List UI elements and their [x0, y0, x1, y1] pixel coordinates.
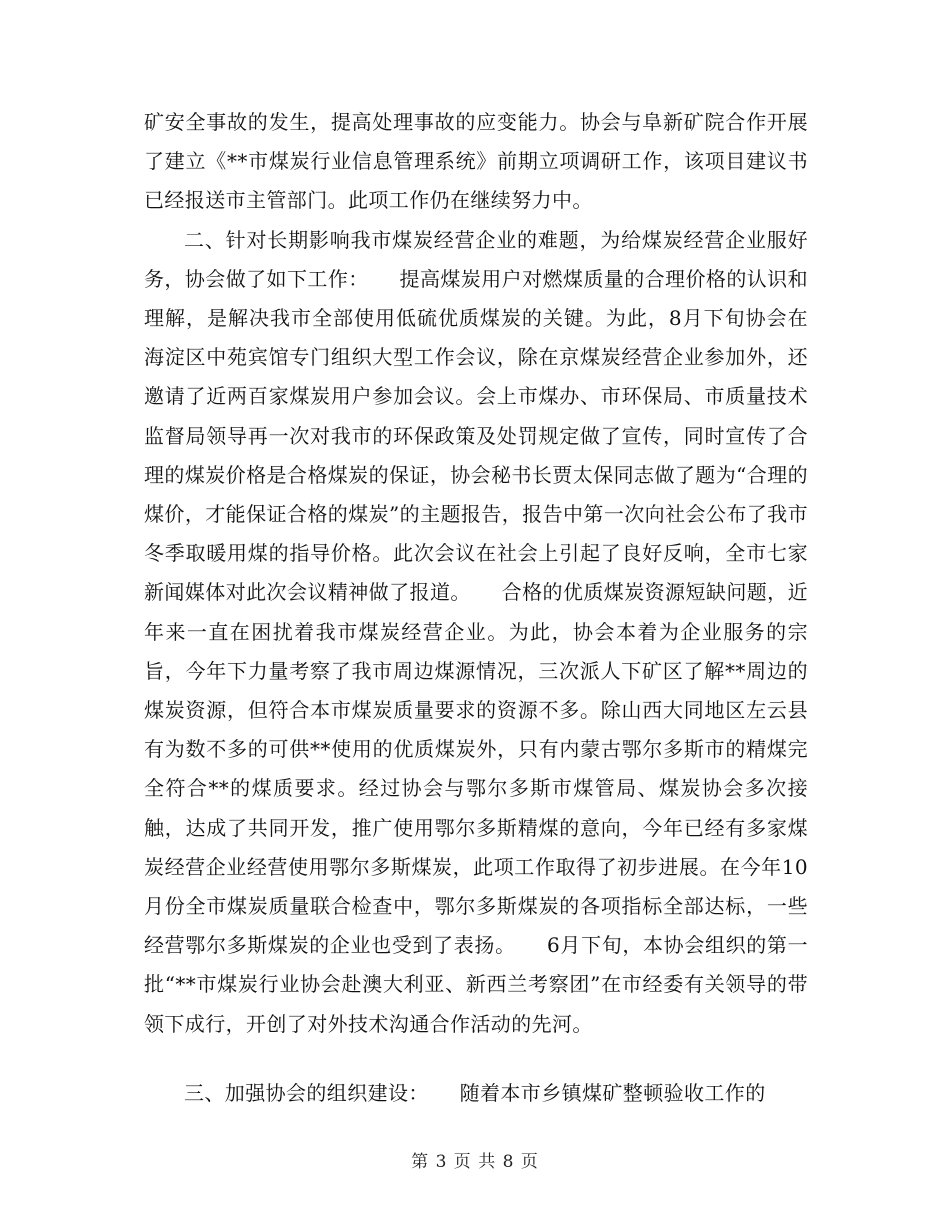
document-body [144, 103, 808, 1113]
page-number-footer: 第 3 页 共 8 页 [411, 1152, 539, 1172]
paragraph-section-three: 三、加强协会的组织建设： 随着本市乡镇煤矿整顿验收工作的 [184, 1080, 766, 1105]
paragraph-section-two: 二、针对长期影响我市煤炭经营企业的难题，为给煤炭经营企业服好务，协会做了如下工作： 提高煤炭用户对燃煤质量的合理价格的认识和理解，是解决我市全部使用低硫优质煤炭的关键。为此，8月下旬协会在海淀区中苑宾馆专门组织大型工作会议，除在京煤炭经营企业参加外，还邀请了近两百家煤炭用户参加会议。会上市煤办、市环保局、市质量技术监督局领导再一次对我市的环保政策及处罚规定做了宣传，同时宣传了合理的煤炭价格是合格煤炭的保证，协会秘书长贾太保同志做了题为“合理的煤价，才能保证合格的煤炭”的主题报告，报告中第一次向社会公布了我市冬季取暖用煤的指导价格。此次会议在社会上引起了良好反响，全市七家新闻媒体对此次会议精神做了报道。 合格的优质煤炭资源短缺问题，近年来一直在困扰着我市煤炭经营企业。为此，协会本着为企业服务的宗旨，今年下力量考察了我市周边煤源情况，三次派人下矿区了解**周边的煤炭资源，但符合本市煤炭质量要求的资源不多。除山西大同地区左云县有为数不多的可供**使用的优质煤炭外，只有内蒙古鄂尔多斯市的精煤完全符合**的煤质要求。经过协会与鄂尔多斯市煤管局、煤炭协会多次接触，达成了共同开发，推广使用鄂尔多斯精煤的意向，今年已经有多家煤炭经营企业经营使用鄂尔多斯煤炭，此项工作取得了初步进展。在今年10月份全市煤炭质量联合检查中，鄂尔多斯煤炭的各项指标全部达标，一些经营鄂尔多斯煤炭的企业也受到了表扬。 6月下旬，本协会组织的第一批“**市煤炭行业协会赴澳大利亚、新西兰考察团”在市经委有关领导的带领下成行，开创了对外技术沟通合作活动的先河。 [144, 227, 808, 1036]
paragraph-continuation: 矿安全事故的发生，提高处理事故的应变能力。协会与阜新矿院合作开展了建立《**市煤炭行业信息管理系统》前期立项调研工作，该项目建议书已经报送市主管部门。此项工作仍在继续努力中。 [144, 110, 808, 213]
